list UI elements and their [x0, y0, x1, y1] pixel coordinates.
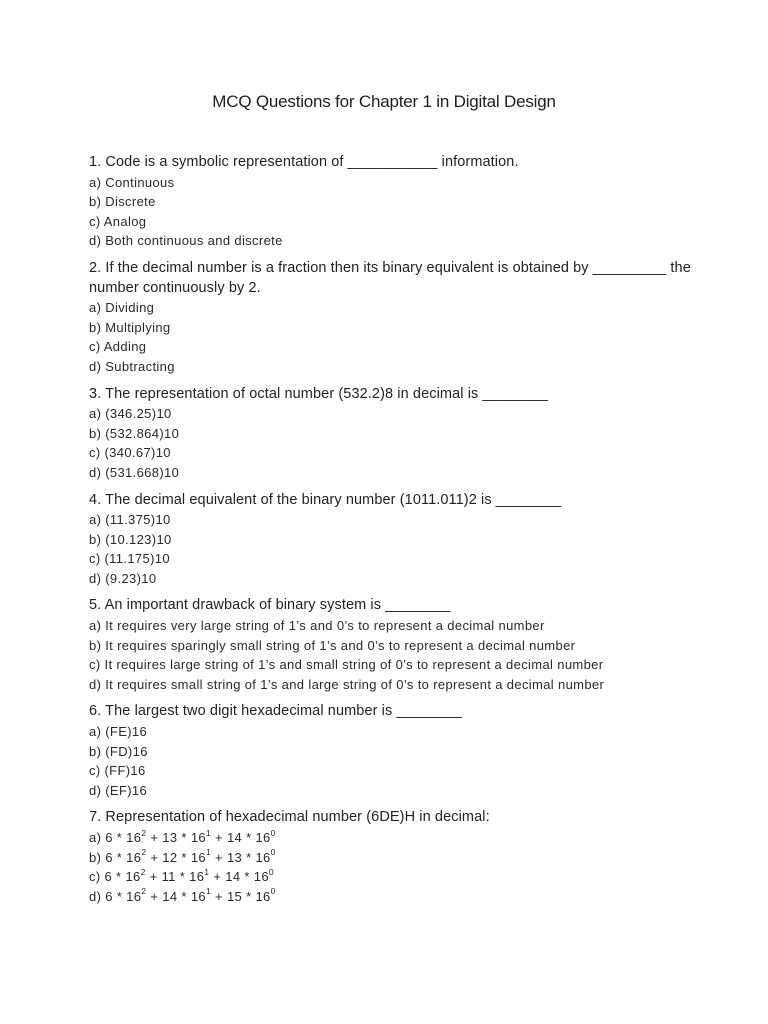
- question-text: 1. Code is a symbolic representation of ___________ information.: [89, 154, 519, 170]
- answer-option-b: b) (10.123)10: [89, 531, 172, 547]
- term-coefficient: 13: [226, 849, 243, 865]
- answer-option-c: c) (11.175)10: [89, 551, 170, 567]
- answer-option-a: a) Dividing: [89, 300, 155, 316]
- term-coefficient: 15: [226, 888, 243, 904]
- answer-option-b: b) (532.864)10: [89, 425, 180, 441]
- term-base: 16: [253, 869, 269, 885]
- answer-option-d: d) (9.23)10: [89, 570, 157, 586]
- term-exponent: 1: [204, 866, 210, 877]
- term-coefficient: 6: [105, 888, 113, 904]
- term-base: 16: [190, 830, 206, 845]
- answer-option-b: b) Discrete: [89, 194, 156, 210]
- term-coefficient: 14: [162, 888, 178, 904]
- term-exponent: 1: [205, 827, 212, 838]
- question-1: [89, 153, 729, 251]
- question-3: [89, 385, 729, 483]
- question-text: 6. The largest two digit hexadecimal number is ________: [89, 703, 462, 720]
- answer-option-c: c) $6 * 16^2 + 11 * 16^1 + 14 * 16^0$: [89, 866, 274, 885]
- term-base: 16: [126, 888, 142, 904]
- term-exponent: 1: [205, 886, 212, 897]
- term-exponent: 2: [141, 886, 147, 897]
- answer-option-d: d) Subtracting: [89, 358, 175, 374]
- question-5: [89, 596, 729, 694]
- question-7: [89, 808, 729, 906]
- term-base: 16: [255, 830, 271, 845]
- question-text: 2. If the decimal number is a fraction then its binary equivalent is obtained by _________ the number continuously by 2.: [89, 259, 691, 296]
- answer-option-a: a) It requires very large string of 1’s and 0’s to represent a decimal number: [89, 618, 545, 634]
- term-exponent: 0: [268, 866, 274, 877]
- answer-option-a: a) $6 * 16^2 + 13 * 16^1 + 14 * 16^0$: [89, 827, 276, 845]
- question-4: [89, 491, 729, 589]
- term-coefficient: 11: [161, 869, 176, 885]
- term-coefficient: 14: [226, 830, 243, 845]
- answer-option-a: a) Continuous: [89, 174, 175, 190]
- answer-option-c: c) It requires large string of 1’s and small string of 0’s to represent a decimal number: [89, 657, 604, 673]
- option-label: b): [89, 849, 102, 865]
- answer-option-d: d) $6 * 16^2 + 14 * 16^1 + 15 * 16^0$: [89, 886, 276, 904]
- question-text: 5. An important drawback of binary system is ________: [89, 597, 451, 614]
- question-6: [89, 702, 729, 800]
- term-exponent: 1: [205, 847, 212, 858]
- term-exponent: 0: [270, 886, 276, 897]
- term-exponent: 2: [141, 847, 147, 858]
- answer-option-d: d) (531.668)10: [89, 464, 180, 480]
- term-base: 16: [126, 849, 142, 865]
- question-list: [89, 153, 729, 914]
- answer-option-c: c) (340.67)10: [89, 445, 171, 461]
- page-title: MCQ Questions for Chapter 1 in Digital Design: [212, 92, 556, 111]
- option-label: c): [89, 869, 101, 885]
- term-coefficient: 6: [105, 849, 113, 865]
- term-base: 16: [126, 830, 142, 845]
- answer-option-d: d) Both continuous and discrete: [89, 233, 283, 249]
- answer-option-c: c) Analog: [89, 213, 147, 229]
- term-base: 16: [190, 849, 206, 865]
- option-label: d): [89, 888, 102, 904]
- answer-option-c: c) (FF)16: [89, 763, 146, 779]
- term-base: 16: [190, 888, 206, 904]
- term-base: 16: [255, 888, 271, 904]
- question-text: 4. The decimal equivalent of the binary number (1011.011)2 is ________: [89, 491, 562, 508]
- answer-option-b: b) It requires sparingly small string of 1’s and 0’s to represent a decimal number: [89, 637, 576, 653]
- term-base: 16: [255, 849, 271, 865]
- answer-option-c: c) Adding: [89, 339, 147, 355]
- answer-option-d: d) (EF)16: [89, 782, 148, 798]
- term-exponent: 2: [141, 827, 147, 838]
- term-coefficient: 14: [225, 869, 241, 885]
- question-2: [89, 259, 729, 377]
- answer-option-b: b) (FD)16: [89, 743, 148, 759]
- term-coefficient: 6: [104, 869, 113, 885]
- term-coefficient: 13: [162, 830, 178, 845]
- answer-option-a: a) (346.25)10: [89, 406, 172, 422]
- answer-option-a: a) (11.375)10: [89, 512, 171, 528]
- answer-option-a: a) (FE)16: [89, 724, 148, 740]
- answer-option-b: b) Multiplying: [89, 319, 171, 335]
- answer-option-d: d) It requires small string of 1’s and large string of 0’s to represent a decimal number: [89, 676, 605, 692]
- term-exponent: 0: [270, 847, 276, 858]
- term-coefficient: 6: [105, 830, 113, 845]
- term-base: 16: [125, 869, 141, 885]
- question-text: 7. Representation of hexadecimal number (6DE)H in decimal:: [89, 809, 490, 826]
- option-label: a): [89, 830, 102, 845]
- term-base: 16: [189, 869, 205, 885]
- question-text: 3. The representation of octal number (532.2)8 in decimal is ________: [89, 385, 548, 402]
- answer-option-b: b) $6 * 16^2 + 12 * 16^1 + 13 * 16^0$: [89, 847, 276, 865]
- term-exponent: 2: [140, 866, 146, 877]
- term-coefficient: 12: [162, 849, 178, 865]
- term-exponent: 0: [270, 827, 276, 838]
